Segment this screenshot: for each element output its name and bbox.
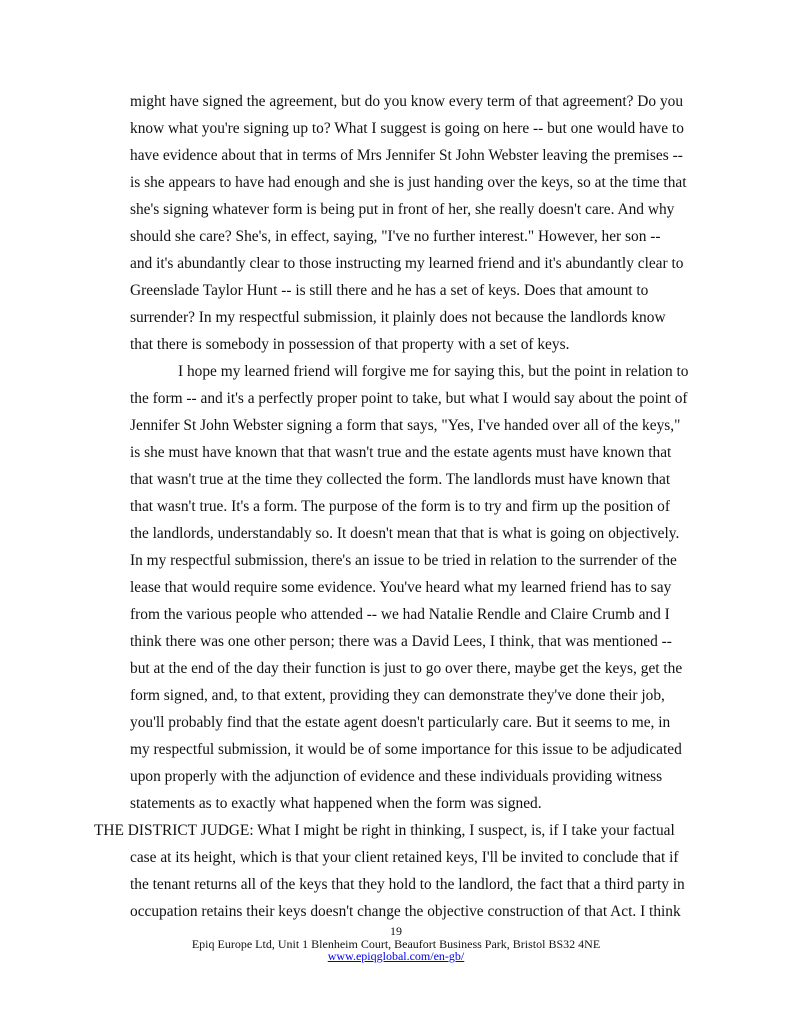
transcript-line: that wasn't true at the time they collected the form. The landlords must have known that — [130, 471, 671, 488]
transcript-line: surrender? In my respectful submission, it plainly does not because the landlords know — [130, 309, 666, 326]
footer-website-row — [0, 950, 792, 963]
transcript-line: from the various people who attended -- we had Natalie Rendle and Claire Crumb and I — [130, 606, 670, 623]
transcript-line: might have signed the agreement, but do you know every term of that agreement? Do you — [130, 93, 684, 110]
transcript-line: the tenant returns all of the keys that they hold to the landlord, the fact that a third party in — [130, 876, 685, 893]
transcript-line: should she care? She's, in effect, saying, "I've no further interest." However, her son -- — [130, 228, 661, 245]
transcript-line: and it's abundantly clear to those instructing my learned friend and it's abundantly clear to — [130, 255, 684, 272]
transcript-line: is she must have known that that wasn't true and the estate agents must have known that — [130, 444, 672, 461]
transcript-line: I hope my learned friend will forgive me for saying this, but the point in relation to — [178, 363, 689, 380]
transcript-line: is she appears to have had enough and she is just handing over the keys, so at the time that — [130, 174, 687, 191]
transcript-line: have evidence about that in terms of Mrs Jennifer St John Webster leaving the premises -- — [130, 147, 683, 164]
transcript-line: statements as to exactly what happened when the form was signed. — [130, 795, 542, 812]
transcript-line: lease that would require some evidence. You've heard what my learned friend has to say — [130, 579, 672, 596]
transcript-line: upon properly with the adjunction of evidence and these individuals providing witness — [130, 768, 663, 785]
transcript-line: know what you're signing up to? What I suggest is going on here -- but one would have to — [130, 120, 684, 137]
speaker-line: THE DISTRICT JUDGE: What I might be right in thinking, I suspect, is, if I take your factual — [94, 822, 675, 839]
transcript-line: that there is somebody in possession of that property with a set of keys. — [130, 336, 570, 353]
footer-company-line: Epiq Europe Ltd, Unit 1 Blenheim Court, Beaufort Business Park, Bristol BS32 4NE — [191, 937, 601, 951]
transcript-line: Greenslade Taylor Hunt -- is still there and he has a set of keys. Does that amount to — [130, 282, 649, 299]
page-number: 19 — [390, 924, 402, 938]
transcript-line: In my respectful submission, there's an issue to be tried in relation to the surrender of the — [130, 552, 677, 569]
transcript-line: occupation retains their keys doesn't change the objective construction of that Act. I think — [130, 903, 681, 920]
transcript-line: but at the end of the day their function is just to go over there, maybe get the keys, get the — [130, 660, 683, 677]
transcript-line: that wasn't true. It's a form. The purpose of the form is to try and firm up the position of — [130, 498, 670, 515]
transcript-line: think there was one other person; there was a David Lees, I think, that was mentioned -- — [130, 633, 672, 650]
transcript-line: my respectful submission, it would be of some importance for this issue to be adjudicated — [130, 741, 682, 758]
transcript-line: the landlords, understandably so. It doesn't mean that that is what is going on objectively. — [130, 525, 680, 542]
transcript-line: form signed, and, to that extent, providing they can demonstrate they've done their job, — [130, 687, 665, 704]
transcript-line: case at its height, which is that your client retained keys, I'll be invited to conclude that if — [130, 849, 679, 866]
transcript-line: she's signing whatever form is being put in front of her, she really doesn't care. And why — [130, 201, 675, 218]
footer-website-link[interactable]: www.epiqglobal.com/en-gb/ — [327, 949, 465, 963]
transcript-line: you'll probably find that the estate agent doesn't particularly care. But it seems to me, in — [130, 714, 671, 731]
transcript-line: the form -- and it's a perfectly proper point to take, but what I would say about the point of — [130, 390, 688, 407]
transcript-line: Jennifer St John Webster signing a form that says, "Yes, I've handed over all of the keys," — [130, 417, 681, 434]
